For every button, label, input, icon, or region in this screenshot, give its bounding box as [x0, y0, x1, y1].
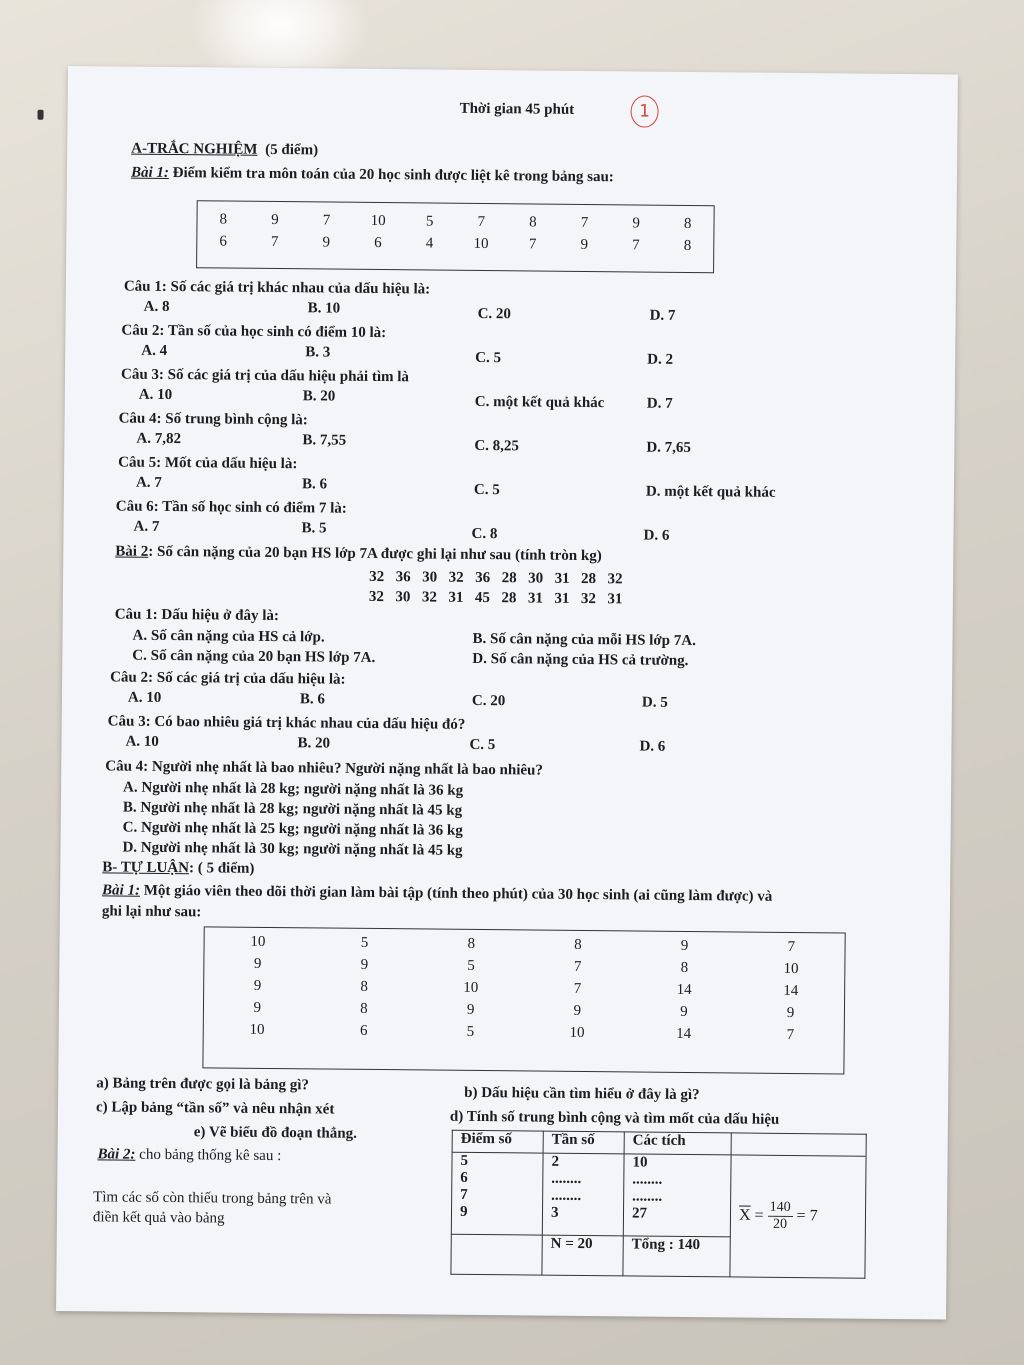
b1-q2-d[interactable]: D. 2	[647, 351, 674, 368]
bai1-label: Bài 1:	[130, 164, 169, 181]
tich-9: 27	[631, 1205, 648, 1222]
score-r1-5: 7	[477, 213, 486, 231]
part-a-title: A-TRẮC NGHIỆM	[131, 140, 258, 158]
diem-6: 6	[460, 1169, 468, 1186]
diem-9: 9	[459, 1203, 468, 1220]
pin-mark	[37, 110, 43, 120]
mean-fraction	[767, 1200, 792, 1233]
part-b-heading	[102, 859, 254, 877]
score-r1-0: 8	[219, 211, 228, 228]
b1-q1-b[interactable]: B. 10	[307, 300, 341, 317]
score-r2-6: 7	[528, 236, 537, 253]
b1-q5-c[interactable]: C. 5	[473, 481, 500, 499]
b1-q6-c[interactable]: C. 8	[471, 525, 498, 543]
header-tan-so: Tần số	[543, 1131, 624, 1154]
score-row-2	[197, 233, 713, 255]
b2-q4: Câu 4: Người nhẹ nhất là bao nhiêu? Người nặng nhất là bao nhiêu?	[105, 758, 543, 779]
empty-cell	[451, 1234, 542, 1275]
part-b-title: B- TỰ LUẬN	[102, 859, 190, 877]
total-n: N = 20	[542, 1235, 623, 1276]
score-r2-4: 4	[425, 235, 434, 252]
time-cell-r0-c0: 10	[250, 933, 266, 950]
time-cell-r4-c3: 10	[569, 1024, 585, 1042]
time-cell-r3-c0: 9	[253, 999, 262, 1016]
page-title: Thời gian 45 phút	[459, 100, 575, 118]
time-cell-r3-c2: 9	[466, 1001, 475, 1018]
b1-q3-b[interactable]: B. 20	[302, 388, 336, 405]
question-e: e) Vẽ biểu đồ đoạn thẳng.	[193, 1124, 357, 1142]
time-cell-r3-c3: 9	[573, 1002, 582, 1019]
score-table	[196, 200, 715, 273]
b1-q2-a[interactable]: A. 4	[141, 342, 168, 359]
b-bai1-text: Một giáo viên theo dõi thời gian làm bài tập (tính theo phút) của 30 học sinh (ai cũng làm được) và	[139, 882, 773, 905]
part-a-heading	[131, 141, 318, 160]
b2-q3-a[interactable]: A. 10	[125, 733, 159, 750]
b1-q6: Câu 6: Tần số học sinh có điểm 7 là:	[115, 498, 347, 517]
score-r1-4: 5	[425, 213, 434, 230]
mean-header-cell	[731, 1133, 866, 1156]
time-cell-r2-c3: 7	[573, 980, 582, 997]
b2-q2-a[interactable]: A. 10	[127, 689, 162, 706]
b2-q1-a[interactable]: A. Số cân nặng của HS cả lớp.	[132, 627, 325, 646]
time-cell-r4-c0: 10	[249, 1021, 265, 1038]
b2-q3-b[interactable]: B. 20	[297, 735, 331, 752]
b-bai2-instr-1: Tìm các số còn thiếu trong bảng trên và	[93, 1189, 332, 1208]
b1-q6-b[interactable]: B. 5	[301, 520, 327, 537]
diem-7: 7	[460, 1186, 468, 1203]
bai2-intro	[115, 543, 602, 565]
time-cell-r4-c5: 7	[786, 1026, 795, 1044]
part-b-points: : ( 5 điểm)	[188, 860, 255, 877]
weights-row-1: 32 36 30 32 36 28 30 31 28 32	[369, 568, 623, 588]
b1-q6-a[interactable]: A. 7	[133, 518, 160, 535]
tan-so-9: 3	[550, 1204, 559, 1221]
b-bai2-intro	[97, 1146, 281, 1165]
mean-symbol: $\overline{X}$	[738, 1206, 751, 1224]
score-r1-9: 8	[683, 215, 692, 232]
b2-q4-c[interactable]: C. Người nhẹ nhất là 25 kg; người nặng nhất là 36 kg	[122, 819, 463, 839]
exam-paper	[56, 66, 958, 1319]
b1-q3: Câu 3: Số các giá trị của dấu hiệu phải tìm là	[120, 366, 410, 386]
score-r1-6: 8	[529, 214, 537, 231]
tan-so-5: 2	[551, 1153, 560, 1170]
col-cac-tich	[623, 1154, 731, 1237]
header-diem-so: Điểm số	[452, 1130, 543, 1153]
b2-q4-b[interactable]: B. Người nhẹ nhất là 28 kg; người nặng nhất là 45 kg	[122, 799, 463, 819]
b2-q2-d[interactable]: D. 5	[641, 694, 668, 711]
b1-q4-c[interactable]: C. 8,25	[474, 437, 520, 455]
tan-so-7[interactable]: ........	[551, 1187, 582, 1204]
score-r2-3: 6	[374, 234, 382, 252]
time-cell-r3-c1: 8	[360, 1000, 368, 1017]
b1-q1-a[interactable]: A. 8	[143, 298, 170, 315]
b1-q2: Câu 2: Tần số của học sinh có điểm 10 là:	[121, 322, 387, 342]
bai1-text: Điểm kiểm tra môn toán của 20 học sinh được liệt kê trong bảng sau:	[168, 164, 614, 186]
time-cell-r1-c5: 10	[783, 960, 799, 978]
b1-q5-d[interactable]: D. một kết quả khác	[645, 483, 776, 501]
diem-5: 5	[460, 1152, 469, 1169]
b1-q5-a[interactable]: A. 7	[135, 474, 162, 491]
time-cell-r1-c3: 7	[573, 958, 582, 975]
question-c: c) Lập bảng “tần số” và nêu nhận xét	[95, 1099, 335, 1118]
time-cell-r0-c3: 8	[574, 936, 582, 953]
b2-q3-d[interactable]: D. 6	[639, 738, 666, 755]
b-bai1-label: Bài 1:	[102, 882, 141, 899]
b2-q1-d[interactable]: D. Số cân nặng của HS cả trường.	[472, 650, 689, 669]
time-cell-r0-c5: 7	[787, 938, 796, 956]
b1-q4-b[interactable]: B. 7,55	[302, 432, 347, 449]
score-r2-9: 8	[683, 237, 692, 254]
b1-q1-c[interactable]: C. 20	[477, 305, 512, 323]
time-cell-r4-c4: 14	[676, 1025, 692, 1043]
b1-q4: Câu 4: Số trung bình cộng là:	[118, 410, 308, 429]
time-cell-r1-c2: 5	[467, 957, 475, 974]
b1-q3-d[interactable]: D. 7	[646, 395, 673, 412]
question-d: d) Tính số trung bình cộng và tìm mốt của dấu hiệu	[449, 1108, 780, 1128]
time-table	[202, 926, 845, 1074]
header-cac-tich: Các tích	[624, 1132, 731, 1155]
b-bai2-instr-2: điền kết quả vào bảng	[92, 1209, 225, 1227]
b-bai1-intro-2: ghi lại như sau:	[101, 903, 202, 921]
time-cell-r2-c1: 8	[360, 978, 368, 995]
tan-so-6[interactable]: ........	[551, 1170, 582, 1187]
frequency-table	[450, 1130, 866, 1279]
b1-q1: Câu 1: Số các giá trị khác nhau của dấu hiệu là:	[123, 278, 431, 298]
tich-7[interactable]: ........	[632, 1188, 663, 1205]
time-cell-r1-c1: 9	[360, 956, 369, 973]
score-r1-7: 7	[580, 214, 589, 232]
score-r2-7: 9	[580, 236, 589, 253]
score-r2-0: 6	[219, 233, 227, 250]
b2-q3: Câu 3: Có bao nhiêu giá trị khác nhau của dấu hiệu đó?	[107, 713, 466, 733]
b1-q3-c[interactable]: C. một kết quả khác	[474, 393, 605, 412]
time-cell-r4-c2: 5	[466, 1023, 475, 1040]
score-row-1	[197, 211, 713, 233]
b1-q6-d[interactable]: D. 6	[643, 527, 670, 544]
time-cell-r1-c0: 9	[253, 955, 262, 972]
b2-q1: Câu 1: Dấu hiệu ở đây là:	[114, 606, 279, 625]
b2-q1-c[interactable]: C. Số cân nặng của 20 bạn HS lớp 7A.	[132, 647, 376, 666]
question-b: b) Dấu hiệu cần tìm hiểu ở đây là gì?	[464, 1084, 700, 1104]
time-cell-r0-c1: 5	[360, 934, 369, 951]
b1-q4-a[interactable]: A. 7,82	[136, 430, 182, 448]
bai1-intro	[131, 165, 614, 187]
score-r2-1: 7	[270, 233, 279, 251]
tich-6[interactable]: ........	[632, 1171, 663, 1188]
b1-q2-c[interactable]: C. 5	[475, 349, 502, 367]
b2-q3-c[interactable]: C. 5	[469, 736, 496, 754]
b-bai2-text: cho bảng thống kê sau :	[135, 1146, 282, 1165]
col-diem-so	[451, 1152, 543, 1235]
time-cell-r2-c2: 10	[463, 979, 479, 996]
b2-q2: Câu 2: Số các giá trị của dấu hiệu là:	[110, 669, 346, 688]
page-number-circle: 1	[630, 95, 658, 127]
weights-row-2: 32 30 32 31 45 28 31 31 32 31	[368, 588, 623, 608]
time-cell-r0-c4: 9	[680, 937, 689, 954]
time-cell-r2-c5: 14	[783, 982, 799, 1000]
time-cell-r0-c2: 8	[467, 935, 476, 952]
time-cell-r2-c4: 14	[676, 981, 692, 999]
b1-q1-d[interactable]: D. 7	[649, 307, 676, 324]
b-bai1-intro	[102, 882, 772, 905]
time-cell-r4-c1: 6	[359, 1022, 368, 1039]
bai2-text: : Số cân nặng của 20 bạn HS lớp 7A được ghi lại như sau (tính tròn kg)	[148, 543, 602, 565]
score-r1-8: 9	[632, 215, 640, 232]
b2-q4-a[interactable]: A. Người nhẹ nhất là 28 kg; người nặng nhất là 36 kg	[122, 779, 464, 799]
tich-5: 10	[632, 1154, 648, 1171]
part-a-points: (5 điểm)	[265, 141, 319, 159]
time-cell-r1-c4: 8	[680, 959, 689, 976]
b1-q4-d[interactable]: D. 7,65	[646, 439, 692, 456]
b2-q2-b[interactable]: B. 6	[299, 691, 326, 708]
mean-formula: $\overline{X}$ = $\frac{140}{20}$ = 7	[730, 1155, 866, 1278]
mean-result: = 7	[796, 1207, 818, 1225]
b-bai2-label: Bài 2:	[97, 1146, 136, 1163]
b1-q2-b[interactable]: B. 3	[305, 344, 331, 361]
time-cell-r3-c5: 9	[786, 1004, 795, 1022]
mean-denominator: 20	[772, 1216, 788, 1232]
score-r1-2: 7	[322, 212, 331, 229]
score-r1-1: 9	[271, 211, 279, 229]
time-cell-r3-c4: 9	[680, 1003, 688, 1020]
col-tan-so	[542, 1153, 624, 1236]
mean-numerator: 140	[768, 1200, 793, 1217]
score-r1-3: 10	[370, 212, 386, 230]
b1-q3-a[interactable]: A. 10	[138, 386, 173, 404]
score-r2-8: 7	[632, 237, 640, 254]
b2-q2-c[interactable]: C. 20	[471, 692, 506, 710]
time-grid	[204, 933, 845, 1044]
score-r2-5: 10	[473, 235, 489, 253]
score-r2-2: 9	[322, 234, 331, 251]
b1-q5-b[interactable]: B. 6	[301, 476, 328, 493]
b2-q4-d[interactable]: D. Người nhẹ nhất là 30 kg; người nặng nhất là 45 kg	[122, 839, 463, 859]
bai2-label: Bài 2	[115, 543, 149, 560]
time-cell-r2-c0: 9	[253, 977, 262, 994]
b2-q1-b[interactable]: B. Số cân nặng của mỗi HS lớp 7A.	[472, 630, 696, 650]
b1-q5: Câu 5: Mốt của dấu hiệu là:	[118, 454, 298, 473]
total-products: Tổng : 140	[623, 1236, 730, 1277]
question-a: a) Bảng trên được gọi là bảng gì?	[96, 1075, 310, 1094]
